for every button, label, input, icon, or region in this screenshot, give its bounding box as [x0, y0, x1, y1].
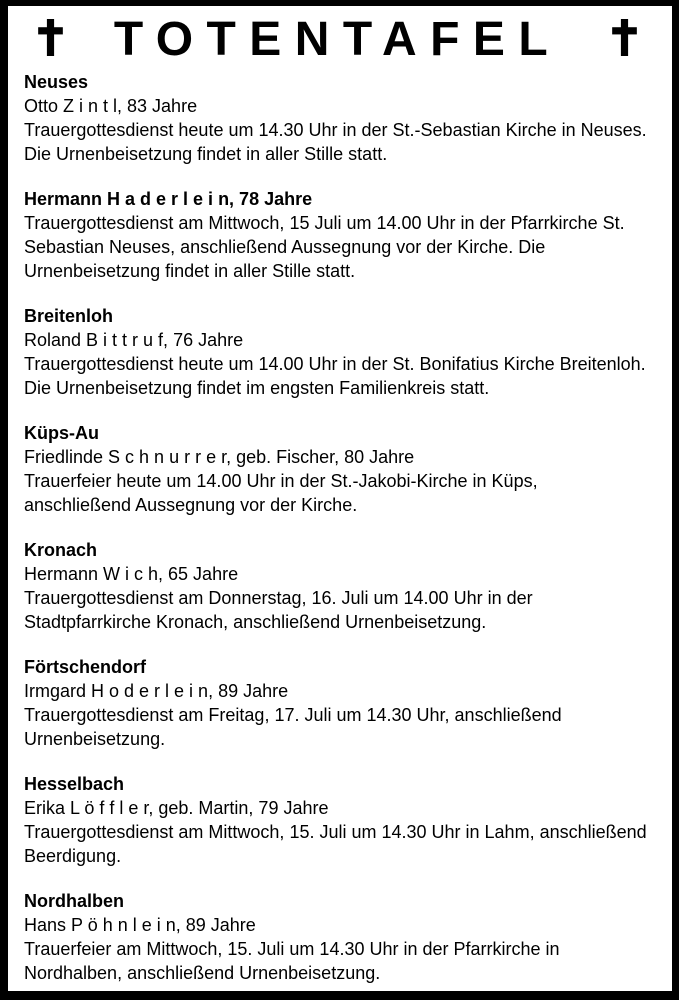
entry-heading: Förtschendorf [24, 657, 147, 677]
entry-details: Trauergottesdienst heute um 14.00 Uhr in der St. Bonifatius Kirche Breitenloh. Die Urnenbeisetzung findet im engsten Familienkreis statt. [24, 354, 646, 398]
entry-name-line: Roland B i t t r u f, 76 Jahre [24, 330, 244, 350]
entry-heading: Kronach [24, 540, 98, 560]
entry-details: Trauergottesdienst am Mittwoch, 15. Juli um 14.30 Uhr in Lahm, anschließend Beerdigung. [24, 822, 647, 866]
obituary-entry [24, 538, 647, 634]
entry-details: Trauerfeier heute um 14.00 Uhr in der St.-Jakobi-Kirche in Küps, anschließend Aussegnung vor der Kirche. [24, 471, 538, 515]
entry-name-line: Irmgard H o d e r l e i n, 89 Jahre [24, 681, 289, 701]
entry-details: Trauerfeier am Mittwoch, 15. Juli um 14.30 Uhr in der Pfarrkirche in Nordhalben, anschließend Urnenbeisetzung. [24, 939, 560, 983]
obituary-entry [24, 772, 647, 868]
entry-heading: Neuses [24, 72, 89, 92]
obituary-entry [24, 187, 647, 283]
entry-heading: Breitenloh [24, 306, 114, 326]
entry-name-line: Friedlinde S c h n u r r e r, geb. Fischer, 80 Jahre [24, 447, 415, 467]
obituary-entry [24, 889, 647, 985]
entry-heading: Hesselbach [24, 774, 125, 794]
entry-name-line: Erika L ö f f l e r, geb. Martin, 79 Jahre [24, 798, 329, 818]
entry-name-line: Hermann W i c h, 65 Jahre [24, 564, 239, 584]
entry-name-line: Hans P ö h n l e i n, 89 Jahre [24, 915, 256, 935]
page-title: TOTENTAFEL [113, 13, 562, 66]
obituary-entry [24, 421, 647, 517]
entry-name-line: Otto Z i n t l, 83 Jahre [24, 96, 198, 116]
entry-details: Trauergottesdienst am Mittwoch, 15 Juli um 14.00 Uhr in der Pfarrkirche St. Sebastian Neuses, anschließend Aussegnung vor der Kirche. Die Urnenbeisetzung findet in aller Stille statt. [24, 213, 625, 281]
entries [24, 70, 647, 985]
entry-heading: Nordhalben [24, 891, 125, 911]
board-header [24, 14, 647, 66]
obituary-entry [24, 70, 647, 166]
obituary-entry [24, 304, 647, 400]
cross-icon [612, 19, 637, 61]
obituary-entry [24, 655, 647, 751]
entry-heading: Küps-Au [24, 423, 99, 443]
entry-details: Trauergottesdienst am Freitag, 17. Juli um 14.30 Uhr, anschließend Urnenbeisetzung. [24, 705, 562, 749]
entry-details: Trauergottesdienst heute um 14.30 Uhr in der St.-Sebastian Kirche in Neuses. Die Urnenbeisetzung findet in aller Stille statt. [24, 120, 647, 164]
cross-icon [38, 19, 63, 61]
entry-details: Trauergottesdienst am Donnerstag, 16. Juli um 14.00 Uhr in der Stadtpfarrkirche Kronach, anschließend Urnenbeisetzung. [24, 588, 533, 632]
entry-heading: Hermann H a d e r l e i n, 78 Jahre [24, 189, 313, 209]
